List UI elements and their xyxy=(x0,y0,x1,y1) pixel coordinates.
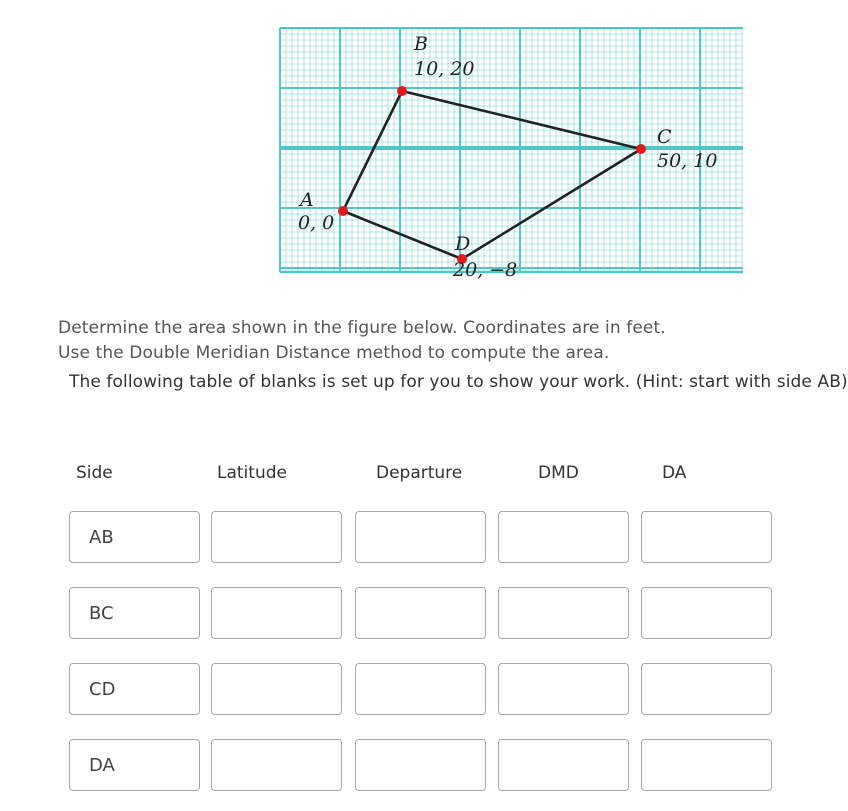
side-input-da[interactable] xyxy=(69,739,200,791)
latitude-input-ab[interactable] xyxy=(211,511,342,563)
latitude-input-bc[interactable] xyxy=(211,587,342,639)
point-c-marker xyxy=(636,144,646,154)
departure-input-cd[interactable] xyxy=(355,663,486,715)
point-c-name: C xyxy=(657,126,672,148)
column-header-dmd: DMD xyxy=(538,463,579,483)
departure-input-bc[interactable] xyxy=(355,587,486,639)
dmd-input-bc[interactable] xyxy=(498,587,629,639)
da-input-bc[interactable] xyxy=(641,587,772,639)
dmd-input-ab[interactable] xyxy=(498,511,629,563)
side-input-bc[interactable] xyxy=(69,587,200,639)
da-input-da[interactable] xyxy=(641,739,772,791)
point-a-marker xyxy=(338,206,348,216)
point-d-name: D xyxy=(455,233,471,255)
dmd-input-da[interactable] xyxy=(498,739,629,791)
point-b-marker xyxy=(397,86,407,96)
dmd-input-cd[interactable] xyxy=(498,663,629,715)
point-d-coords: 20, −8 xyxy=(453,259,518,281)
point-b-name: B xyxy=(414,33,428,55)
da-input-ab[interactable] xyxy=(641,511,772,563)
da-input-cd[interactable] xyxy=(641,663,772,715)
edge-cd xyxy=(462,149,641,259)
point-a-coords: 0, 0 xyxy=(298,212,335,234)
point-b-coords: 10, 20 xyxy=(414,58,475,80)
instruction-line-3: The following table of blanks is set up for you to show your work. (Hint: start with side AB) xyxy=(69,372,848,392)
latitude-input-da[interactable] xyxy=(211,739,342,791)
column-header-side: Side xyxy=(76,463,113,483)
latitude-input-cd[interactable] xyxy=(211,663,342,715)
instruction-line-1: Determine the area shown in the figure below. Coordinates are in feet. xyxy=(58,318,666,338)
departure-input-ab[interactable] xyxy=(355,511,486,563)
column-header-da: DA xyxy=(662,463,687,483)
departure-input-da[interactable] xyxy=(355,739,486,791)
instruction-line-2: Use the Double Meridian Distance method to compute the area. xyxy=(58,343,610,363)
point-c-coords: 50, 10 xyxy=(657,150,718,172)
edge-da xyxy=(343,211,462,259)
column-header-departure: Departure xyxy=(376,463,463,483)
traverse-figure xyxy=(0,0,848,290)
side-input-cd[interactable] xyxy=(69,663,200,715)
side-input-ab[interactable] xyxy=(69,511,200,563)
point-a-name: A xyxy=(300,189,314,211)
column-header-latitude: Latitude xyxy=(217,463,287,483)
